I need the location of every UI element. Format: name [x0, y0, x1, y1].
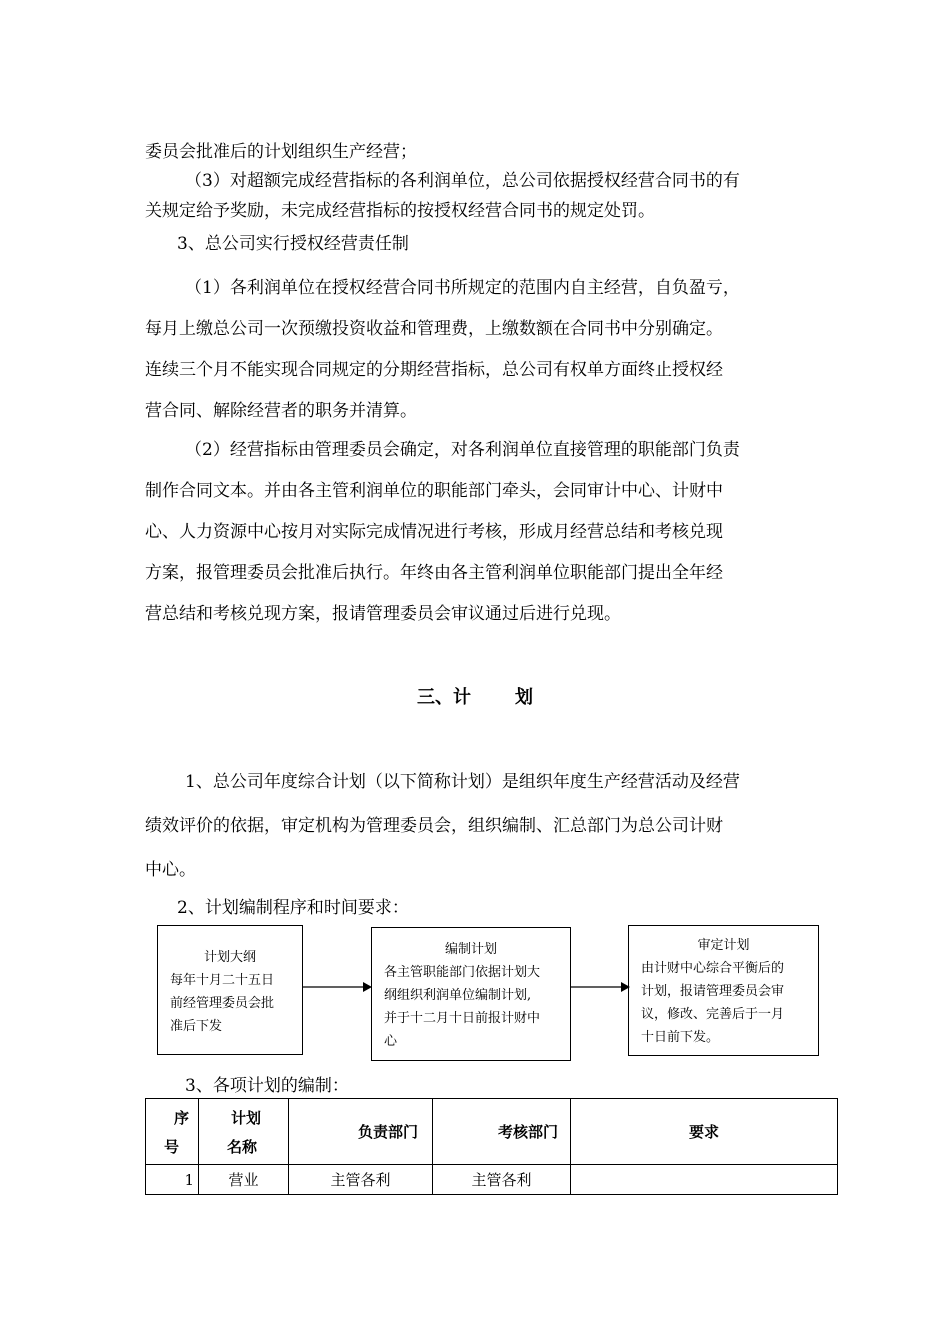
table-row: [146, 1165, 838, 1195]
flow-box-compile: [371, 927, 571, 1061]
text-line: 连续三个月不能实现合同规定的分期经营指标，总公司有权单方面终止授权经: [145, 360, 723, 380]
flow-box-line: 纲组织利润单位编制计划,: [384, 988, 532, 1003]
paragraph-2: [145, 166, 810, 226]
cell-dept: 主管各利: [289, 1165, 433, 1195]
flow-box-line: 心: [384, 1034, 398, 1049]
header-assess: 考核部门: [433, 1099, 571, 1165]
text-line: （1）各利润单位在授权经营合同书所规定的范围内自主经营，自负盈亏，: [185, 278, 740, 298]
header-dept: 负责部门: [289, 1099, 433, 1165]
text-line: （2）经营指标由管理委员会确定，对各利润单位直接管理的职能部门负责: [185, 440, 740, 460]
cell-req: [571, 1165, 838, 1195]
flow-box-line: 准后下发: [170, 1019, 223, 1034]
text-line: 中心。: [145, 860, 196, 880]
header-req: 要求: [571, 1099, 838, 1165]
flow-box-line: 每年十月二十五日: [170, 973, 275, 988]
paragraph-1: [145, 134, 810, 170]
text-line: （3）对超额完成经营指标的各利润单位，总公司依据授权经营合同书的有: [185, 171, 740, 191]
flow-box-line: 各主管职能部门依据计划大: [384, 965, 541, 980]
cell-assess: 主管各利: [433, 1165, 571, 1195]
flow-box-line: 并于十二月十日前报计财中: [384, 1011, 541, 1026]
header-name: [199, 1099, 289, 1165]
flow-arrow-2: [571, 980, 631, 994]
flow-box-line: 审定计划: [697, 938, 750, 953]
flow-arrow-1: [303, 980, 373, 994]
text-line: 3、各项计划的编制：: [185, 1076, 349, 1096]
text-line: 每月上缴总公司一次预缴投资收益和管理费，上缴数额在合同书中分别确定。: [145, 319, 723, 339]
header-seq: [146, 1099, 199, 1165]
paragraph-7: [145, 890, 810, 926]
text-line: 委员会批准后的计划组织生产经营；: [145, 142, 417, 162]
section-heading-part1: 三、计: [417, 687, 471, 708]
paragraph-6: [145, 760, 810, 892]
flow-box-line: 编制计划: [444, 942, 497, 957]
flow-box-line: 计划大纲: [203, 950, 256, 965]
flow-box-outline: [157, 925, 303, 1055]
flow-box-line: 前经管理委员会批: [170, 996, 275, 1011]
text-line: 方案，报管理委员会批准后执行。年终由各主管利润单位职能部门提出全年经: [145, 563, 723, 583]
flow-box-line: 十日前下发。: [641, 1030, 720, 1045]
text-line: 营总结和考核兑现方案，报请管理委员会审议通过后进行兑现。: [145, 604, 621, 624]
text-line: 绩效评价的依据，审定机构为管理委员会，组织编制、汇总部门为总公司计财: [145, 816, 723, 836]
table-header-row: [146, 1099, 838, 1165]
paragraph-4: [145, 268, 810, 432]
text-line: 制作合同文本。并由各主管利润单位的职能部门牵头，会同审计中心、计财中: [145, 481, 723, 501]
flow-box-approve: [628, 925, 819, 1056]
cell-seq: 1: [146, 1165, 199, 1195]
text-line: 1、总公司年度综合计划（以下简称计划）是组织年度生产经营活动及经营: [185, 772, 740, 792]
paragraph-3: [145, 226, 810, 262]
flow-box-line: 计划，报请管理委员会审: [641, 984, 785, 999]
header-name-bottom: 名称: [227, 1137, 258, 1156]
flow-box-line: 由计财中心综合平衡后的: [641, 961, 785, 976]
section-heading-part2: 划: [515, 687, 533, 708]
text-line: 2、计划编制程序和时间要求：: [177, 898, 409, 918]
plan-table: [145, 1098, 838, 1195]
text-line: 营合同、解除经营者的职务并清算。: [145, 401, 417, 421]
header-name-top: 计划: [231, 1108, 262, 1127]
header-seq-bottom: 号: [164, 1137, 180, 1156]
text-line: 关规定给予奖励，未完成经营指标的按授权经营合同书的规定处罚。: [145, 201, 655, 221]
flow-box-line: 议，修改、完善后于一月: [641, 1007, 785, 1022]
header-seq-top: 序: [174, 1108, 190, 1127]
text-line: 心、人力资源中心按月对实际完成情况进行考核，形成月经营总结和考核兑现: [145, 522, 723, 542]
cell-name: 营业: [199, 1165, 289, 1195]
paragraph-5: [145, 430, 810, 635]
text-line: 3、总公司实行授权经营责任制: [177, 234, 409, 254]
section-heading: [0, 683, 950, 709]
